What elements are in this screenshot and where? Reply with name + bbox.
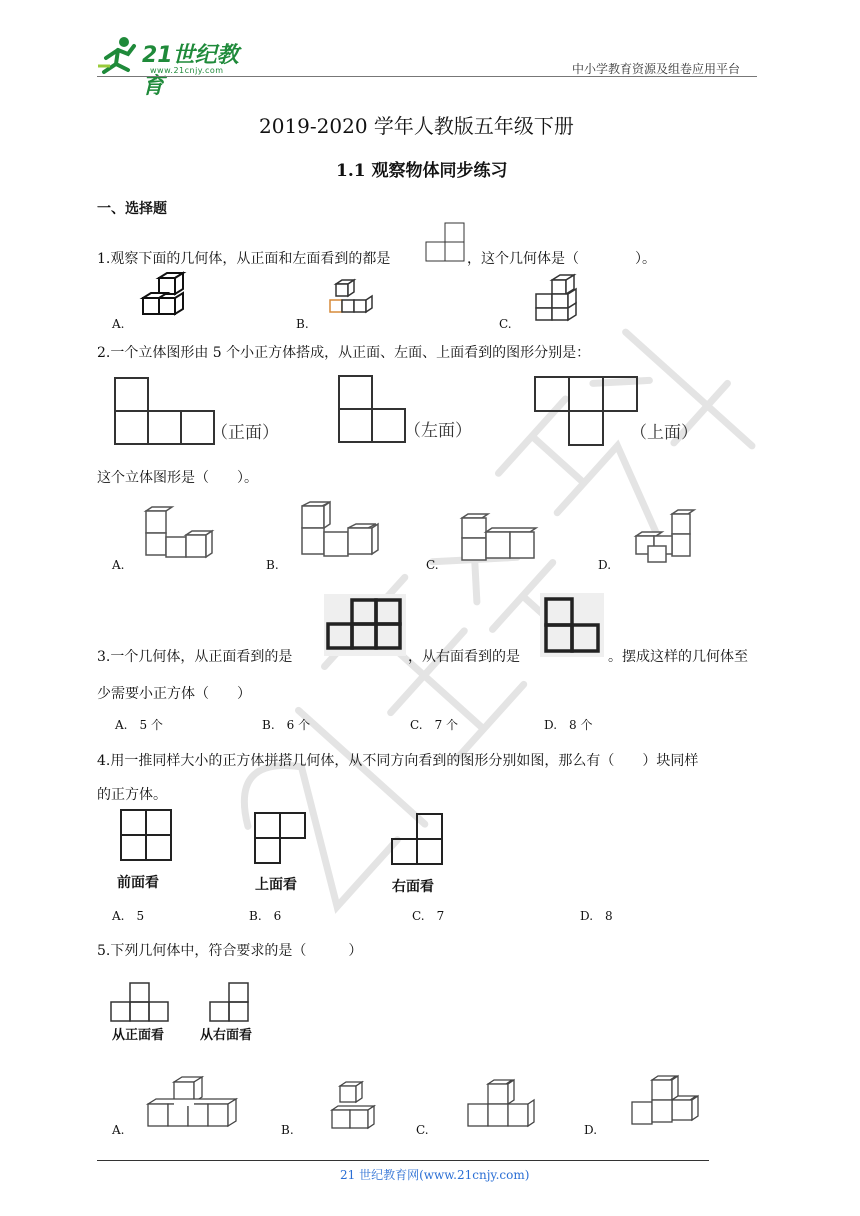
q3-text-b: ，从右面看到的是 [408,649,520,665]
q2-option-d[interactable]: D. [598,558,612,572]
q2-prompt: 这个立体图形是（ ）。 [97,470,258,486]
q5-option-c-figure [466,1078,538,1130]
q2-option-b-figure [298,500,380,560]
q5-text: 5.下列几何体中，符合要求的是（ ） [97,943,363,959]
q1-option-c-figure [530,274,586,324]
q1-option-a[interactable]: A. [112,317,125,331]
q5-option-a-figure [146,1076,240,1130]
q2-front-label: （正面） [211,423,279,443]
q3-option-a[interactable]: A. 5 个 [115,718,163,732]
q2-option-a-figure [140,505,216,565]
q2-top-view [534,376,638,446]
q1-option-c[interactable]: C. [499,317,512,331]
footer-text[interactable]: 21 世纪教育网(www.21cnjy.com) [340,1168,530,1182]
q4-text-a: 4.用一推同样大小的正方体拼搭几何体，从不同方向看到的图形分别如图，那么有（ ）块同样 [97,753,699,769]
q4-top-view [254,812,306,864]
q2-left-label: （左面） [404,421,472,441]
q5-front-label: 从正面看 [112,1028,165,1043]
q4-top-label: 上面看 [255,877,297,893]
q1-text-a: 1.观察下面的几何体，从正面和左面看到的都是 [97,251,391,267]
header-rule [97,76,757,77]
q2-top-label: （上面） [630,423,698,443]
q4-front-view [120,809,172,861]
q5-right-label: 从右面看 [200,1028,253,1043]
q2-option-c-figure [458,512,540,562]
section-heading: 一、选择题 [97,201,167,217]
q4-option-d[interactable]: D. 8 [580,909,613,923]
q4-front-label: 前面看 [117,875,159,891]
q2-option-d-figure [632,508,698,564]
header-tagline: 中小学教育资源及组卷应用平台 [572,62,741,76]
q2-option-a[interactable]: A. [112,558,125,572]
q3-option-d[interactable]: D. 8 个 [544,718,593,732]
footer-rule [97,1160,709,1161]
q3-text-a: 3.一个几何体，从正面看到的是 [97,649,293,665]
q3-right-view [540,593,604,657]
q3-option-b[interactable]: B. 6 个 [262,718,311,732]
q1-text-b: ，这个几何体是（ ）。 [467,251,656,267]
q2-text: 2.一个立体图形由 5 个小正方体搭成，从正面、左面、上面看到的图形分别是： [97,345,591,361]
q5-option-d-figure [626,1074,700,1130]
q5-option-c[interactable]: C. [416,1123,429,1137]
q1-option-b[interactable]: B. [296,317,309,331]
q2-front-view [114,377,216,447]
q5-front-view [110,982,172,1024]
q4-text-b: 的正方体。 [97,787,167,803]
runner-icon [98,36,140,74]
q3-text-c: 。摆成这样的几何体至 [608,649,748,665]
q4-option-b[interactable]: B. 6 [249,909,282,923]
q4-right-view [391,813,443,865]
q4-option-a[interactable]: A. 5 [112,909,145,923]
header-logo [98,36,258,99]
q2-left-view [338,375,408,445]
q3-front-view [324,594,406,656]
q5-option-b[interactable]: B. [281,1123,294,1137]
q3-option-c[interactable]: C. 7 个 [410,718,459,732]
q4-option-c[interactable]: C. 7 [412,909,445,923]
logo-text: 21世纪教育 [142,43,239,99]
page-subtitle: 1.1 观察物体同步练习 [336,161,508,181]
q1-view-figure [424,222,466,262]
q1-option-b-figure [326,278,376,328]
q5-option-a[interactable]: A. [112,1123,125,1137]
logo-url: www.21cnjy.com [150,66,224,75]
q2-option-c[interactable]: C. [426,558,439,572]
q2-option-b[interactable]: B. [266,558,279,572]
q3-text-d: 少需要小正方体（ ） [97,686,251,702]
q4-right-label: 右面看 [392,879,434,895]
q5-right-view [209,982,251,1024]
page-title: 2019-2020 学年人教版五年级下册 [259,114,574,138]
q1-option-a-figure [141,272,191,322]
q5-option-b-figure [330,1080,380,1132]
q5-option-d[interactable]: D. [584,1123,598,1137]
